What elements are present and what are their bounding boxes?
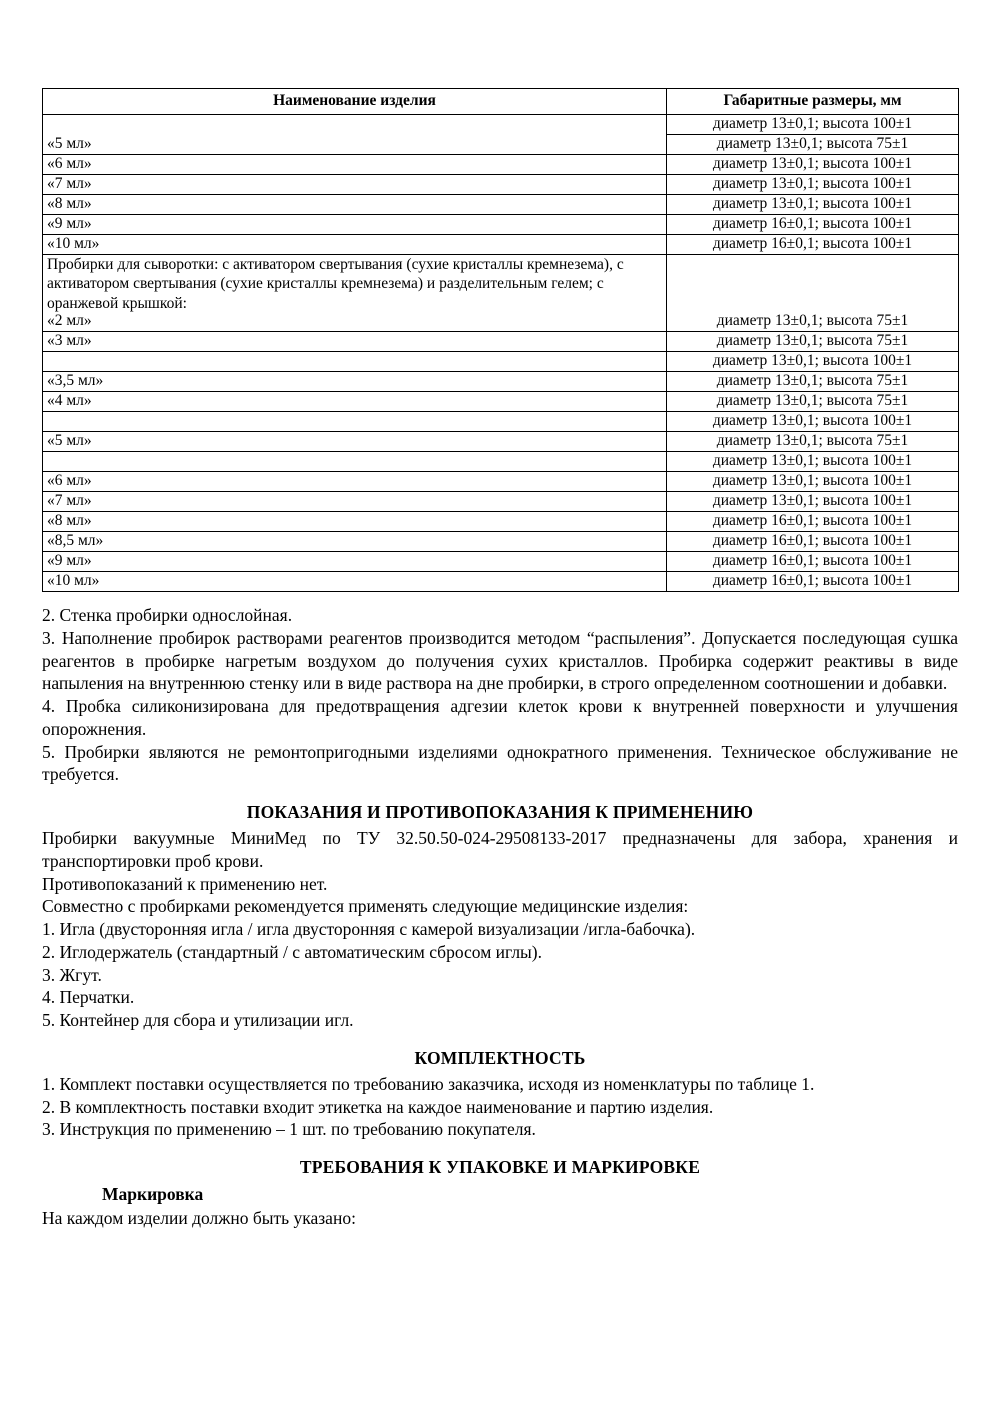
specifications-table [42,88,959,592]
note-item-5: 5. Пробирки являются не ремонтопригодными изделиями однократного применения. Техническое обслуживание не требуется. [42,741,958,785]
completeness-list-item: 1. Комплект поставки осуществляется по требованию заказчика, исходя из номенклатуры по таблице 1. [42,1073,815,1094]
section-completeness-body [42,1073,958,1141]
note-item-2: 2. Стенка пробирки однослойная. [42,605,293,626]
row-name: «7 мл» [43,492,667,512]
note-item-4: 4. Пробка силиконизирована для предотвращения адгезии клеток крови к внутренней поверхности и улучшения опорожнения. [42,696,958,739]
row-dimension: диаметр 13±0,1; высота 75±1 [667,432,959,452]
section-indications-body [42,827,958,1032]
row-dimension: диаметр 13±0,1; высота 100±1 [667,412,959,432]
row-dimension: диаметр 16±0,1; высота 100±1 [667,214,959,234]
table-row [43,214,959,234]
table-row [43,512,959,532]
row-dimension: диаметр 13±0,1; высота 75±1 [667,372,959,392]
table-row [43,332,959,352]
table-row [43,472,959,492]
table-header-row [43,89,959,115]
table-row [43,452,959,472]
table-row [43,174,959,194]
row-name: «6 мл» [43,472,667,492]
row-dimension: диаметр 16±0,1; высота 100±1 [667,572,959,592]
table-row [43,492,959,512]
row-name: «3 мл» [47,332,92,350]
row-dimension: диаметр 13±0,1; высота 100±1 [667,174,959,194]
indications-list-item: 5. Контейнер для сбора и утилизации игл. [42,1010,354,1031]
section-heading-completeness: КОМПЛЕКТНОСТЬ [414,1047,586,1068]
table-row [43,194,959,214]
completeness-list-item: 3. Инструкция по применению – 1 шт. по требованию покупателя. [42,1119,536,1140]
packaging-paragraph-1: На каждом изделии должно быть указано: [42,1208,356,1229]
table-row-group-title [43,254,959,273]
row-name: «10 мл» [43,572,667,592]
row-name: «5 мл» [43,432,667,452]
indications-paragraph-2: Противопоказаний к применению нет. [42,873,328,894]
row-dimension: диаметр 13±0,1; высота 75±1 [667,392,959,412]
column-header-dimensions: Габаритные размеры, мм [667,89,959,115]
table-row [43,234,959,254]
section-heading-indications: ПОКАЗАНИЯ И ПРОТИВОПОКАЗАНИЯ К ПРИМЕНЕНИЮ [246,802,754,823]
row-dimension: диаметр 13±0,1; высота 100±1 [667,114,959,134]
row-dimension: диаметр 13±0,1; высота 100±1 [667,194,959,214]
table-row [43,154,959,174]
note-item-3: 3. Наполнение пробирок растворами реагентов производится методом “распыления”. Допускается последующая сушка реагентов в пробирке нагретым воздухом до получения сухих кристаллов. Пробирка содержит реактивы в виде напыления на внутреннюю стенку или в виде раствора на дне пробирки, в строго определенном соотношении и добавки. [42,627,958,694]
row-dimension: диаметр 13±0,1; высота 100±1 [667,452,959,472]
row-dimension: диаметр 13±0,1; высота 75±1 [667,312,959,332]
row-dimension: диаметр 16±0,1; высота 100±1 [667,552,959,572]
row-dimension: диаметр 16±0,1; высота 100±1 [667,532,959,552]
table-row [43,114,959,134]
completeness-list-item: 2. В комплектность поставки входит этикетка на каждое наименование и партию изделия. [42,1096,714,1117]
indications-list-item: 1. Игла (двусторонняя игла / игла двусторонняя с камерой визуализации /игла-бабочка). [42,919,696,940]
row-name: «6 мл» [43,154,667,174]
row-dimension: диаметр 13±0,1; высота 100±1 [667,352,959,372]
indications-list-item: 4. Перчатки. [42,987,135,1008]
indications-paragraph-1: Пробирки вакуумные МиниМед по ТУ 32.50.50-024-29508133-2017 предназначены для забора, хранения и транспортировки проб крови. [42,828,958,871]
row-name: «4 мл» [43,392,667,412]
table-row [43,352,959,372]
indications-list-item: 3. Жгут. [42,964,102,985]
row-dimension: диаметр 13±0,1; высота 75±1 [667,134,959,154]
column-header-name: Наименование изделия [43,89,667,115]
row-name: «7 мл» [43,174,667,194]
table-row [43,572,959,592]
row-dimension: диаметр 13±0,1; высота 100±1 [667,472,959,492]
table-row [43,372,959,392]
section-heading-packaging: ТРЕБОВАНИЯ К УПАКОВКЕ И МАРКИРОВКЕ [299,1157,701,1178]
group-title: Пробирки для сыворотки: с активатором свертывания (сухие кристаллы кремнезема), с активатором свертывания (сухие кристаллы кремнезема) и разделительным гелем; с оранжевой крышкой: [43,254,667,331]
indications-list-item: 2. Иглодержатель (стандартный / с автоматическим сбросом иглы). [42,941,543,962]
row-dimension: диаметр 16±0,1; высота 100±1 [667,512,959,532]
row-dimension: диаметр 16±0,1; высота 100±1 [667,234,959,254]
row-name: «8 мл» [43,512,667,532]
row-name: «9 мл» [43,552,667,572]
row-dimension: диаметр 13±0,1; высота 100±1 [667,154,959,174]
row-name: «5 мл» [43,114,667,154]
row-name: «2 мл» [47,312,92,330]
row-name: «8 мл» [43,194,667,214]
table-row [43,412,959,432]
page-content [42,88,958,1230]
numbered-notes [42,604,958,786]
row-name: «10 мл» [43,234,667,254]
indications-paragraph-3: Совместно с пробирками рекомендуется применять следующие медицинские изделия: [42,896,689,917]
table-row [43,552,959,572]
row-dimension: диаметр 13±0,1; высота 75±1 [667,332,959,352]
row-name: «8,5 мл» [43,532,667,552]
row-name: «3,5 мл» [43,372,667,392]
table-row [43,532,959,552]
section-packaging-body [42,1207,958,1230]
table-row [43,392,959,412]
subheading-marking: Маркировка [102,1184,204,1205]
table-row [43,432,959,452]
row-name: «9 мл» [43,214,667,234]
row-dimension: диаметр 13±0,1; высота 100±1 [667,492,959,512]
